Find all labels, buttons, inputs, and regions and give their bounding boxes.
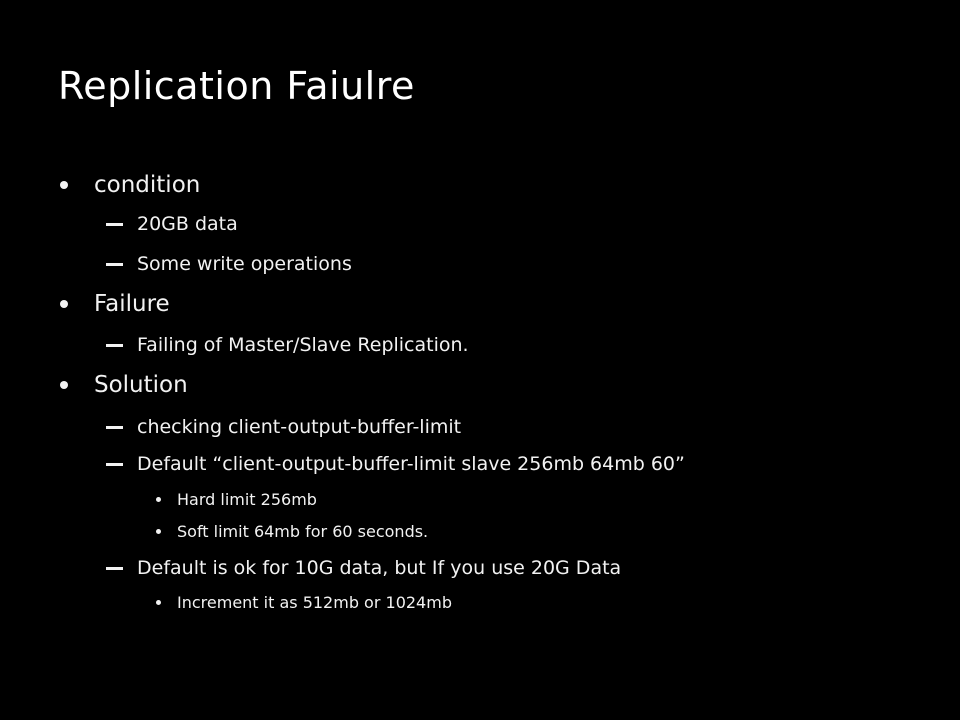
subbullet-20gb-data	[106, 213, 238, 235]
subsubbullet-text: Increment it as 512mb or 1024mb	[177, 593, 452, 612]
subbullet-text: checking client-output-buffer-limit	[137, 416, 462, 438]
bullet-dot-icon	[156, 497, 161, 502]
subbullet-replication-failing	[106, 334, 469, 356]
subsubbullet-text: Hard limit 256mb	[177, 490, 317, 509]
dash-icon	[106, 344, 123, 347]
subbullet-checking-limit	[106, 416, 461, 438]
subbullet-write-operations	[106, 253, 352, 275]
bullet-dot-icon	[156, 600, 161, 605]
dash-icon	[106, 567, 123, 570]
bullet-solution	[60, 372, 188, 398]
subsubbullet-increment	[156, 593, 452, 612]
bullet-dot-icon	[156, 529, 161, 534]
slide-title: Replication Faiulre	[58, 64, 415, 108]
subbullet-text: Some write operations	[137, 253, 352, 275]
bullet-text: condition	[94, 172, 201, 198]
bullet-dot-icon	[60, 381, 68, 389]
bullet-condition	[60, 172, 200, 198]
bullet-text: Failure	[94, 291, 170, 317]
subbullet-default-ok	[106, 557, 621, 579]
subbullet-default-setting	[106, 453, 685, 475]
bullet-failure	[60, 291, 170, 317]
subsubbullet-hard-limit	[156, 490, 317, 509]
subbullet-text: Default is ok for 10G data, but If you use 20G Data	[137, 557, 622, 579]
subbullet-text: Failing of Master/Slave Replication.	[137, 334, 469, 356]
subbullet-text: Default “client-output-buffer-limit slave 256mb 64mb 60”	[137, 453, 685, 475]
subbullet-text: 20GB data	[137, 213, 238, 235]
subsubbullet-soft-limit	[156, 522, 428, 541]
bullet-dot-icon	[60, 300, 68, 308]
dash-icon	[106, 223, 123, 226]
dash-icon	[106, 463, 123, 466]
bullet-text: Solution	[94, 372, 188, 398]
dash-icon	[106, 426, 123, 429]
bullet-dot-icon	[60, 181, 68, 189]
dash-icon	[106, 263, 123, 266]
subsubbullet-text: Soft limit 64mb for 60 seconds.	[177, 522, 429, 541]
